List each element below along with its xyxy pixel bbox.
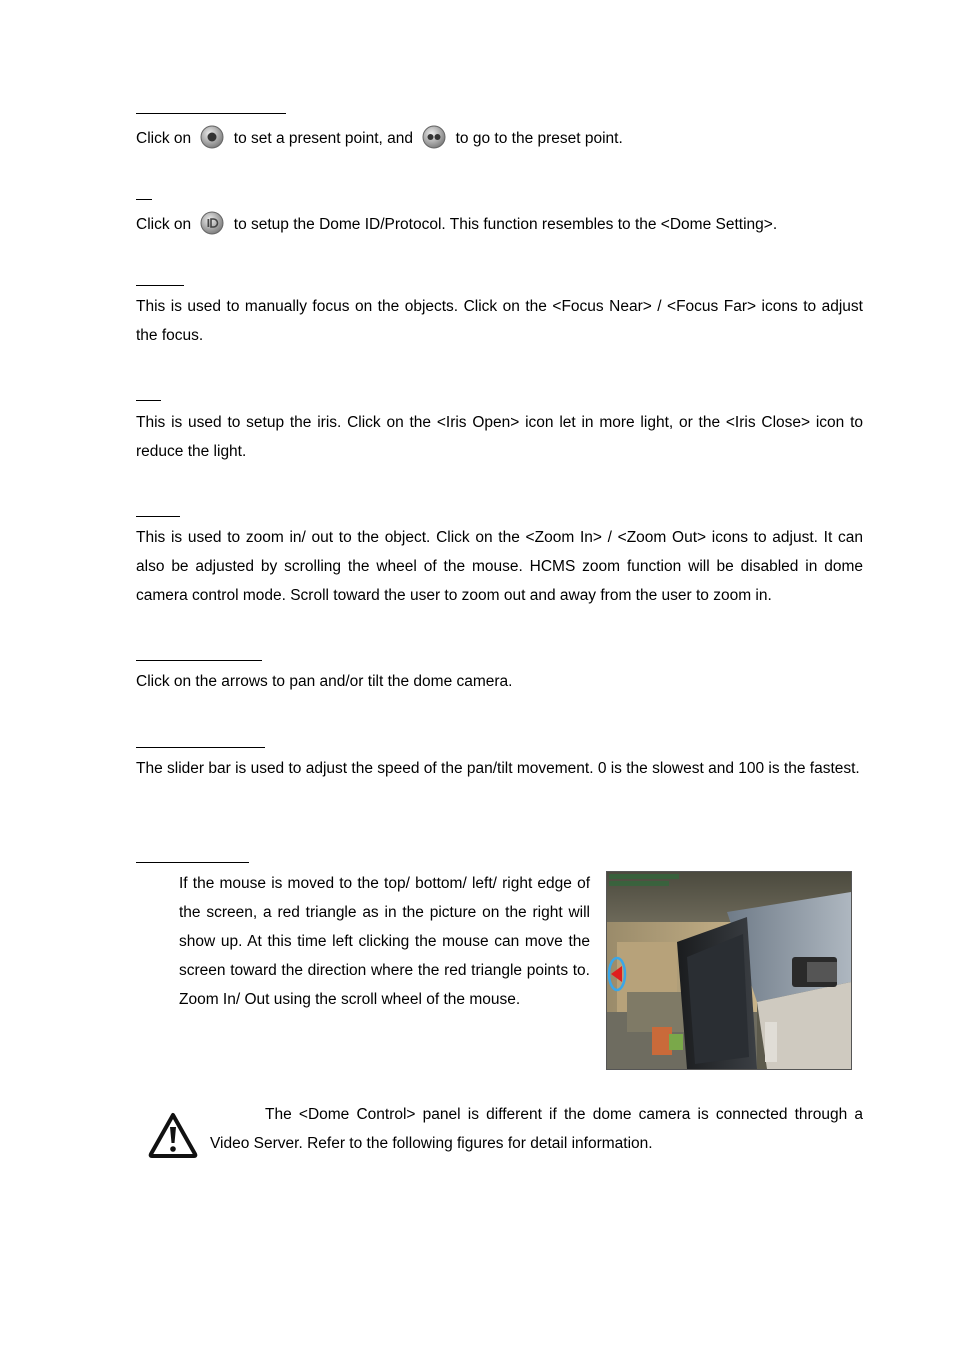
set-preset-icon bbox=[200, 125, 224, 149]
camera-view-screenshot bbox=[606, 871, 852, 1070]
id-text-after: to setup the Dome ID/Protocol. This function resembles to the <Dome Setting>. bbox=[233, 216, 778, 233]
mouse-heading-rule bbox=[136, 862, 249, 863]
focus-heading-rule bbox=[136, 285, 184, 286]
preset-heading-rule bbox=[136, 113, 286, 114]
zoom-paragraph: This is used to zoom in/ out to the object. Click on the <Zoom In> / <Zoom Out> icons to adjust. It can also be adjusted by scrolling the wheel of the mouse. HCMS zoom function will be disabled in dome camera control mode. Scroll toward the user to zoom out and away from the user to zoom in. bbox=[136, 529, 863, 604]
pantilt-heading-rule bbox=[136, 660, 262, 661]
go-preset-icon bbox=[422, 125, 446, 149]
warning-icon bbox=[148, 1112, 198, 1158]
iris-paragraph: This is used to setup the iris. Click on the <Iris Open> icon let in more light, or the <Iris Close> icon to reduce the light. bbox=[136, 414, 863, 460]
mouse-paragraph: If the mouse is moved to the top/ bottom/ left/ right edge of the screen, a red triangle as in the picture on the right will show up. At this time left clicking the mouse can move the screen toward the direction where the red triangle points to. Zoom In/ Out using the scroll wheel of the mouse. bbox=[179, 875, 590, 1008]
preset-paragraph bbox=[136, 124, 623, 153]
preset-text-middle: to set a present point, and bbox=[233, 130, 413, 147]
zoom-heading-rule bbox=[136, 516, 180, 517]
id-paragraph bbox=[136, 210, 777, 239]
id-heading-rule bbox=[136, 199, 152, 200]
iris-heading-rule bbox=[136, 400, 161, 401]
id-text-before: Click on bbox=[136, 216, 192, 233]
speed-paragraph: The slider bar is used to adjust the speed of the pan/tilt movement. 0 is the slowest and 100 is the fastest. bbox=[136, 760, 860, 777]
preset-text-after: to go to the preset point. bbox=[455, 130, 623, 147]
note-text: The <Dome Control> panel is different if the dome camera is connected through a Video Server. Refer to the following figures for detail information. bbox=[210, 1106, 863, 1152]
id-setup-icon bbox=[200, 211, 224, 235]
note-paragraph bbox=[210, 1100, 863, 1158]
focus-paragraph: This is used to manually focus on the objects. Click on the <Focus Near> / <Focus Far> icons to adjust the focus. bbox=[136, 298, 863, 344]
pantilt-paragraph: Click on the arrows to pan and/or tilt the dome camera. bbox=[136, 673, 513, 690]
preset-text-before: Click on bbox=[136, 130, 192, 147]
speed-heading-rule bbox=[136, 747, 265, 748]
